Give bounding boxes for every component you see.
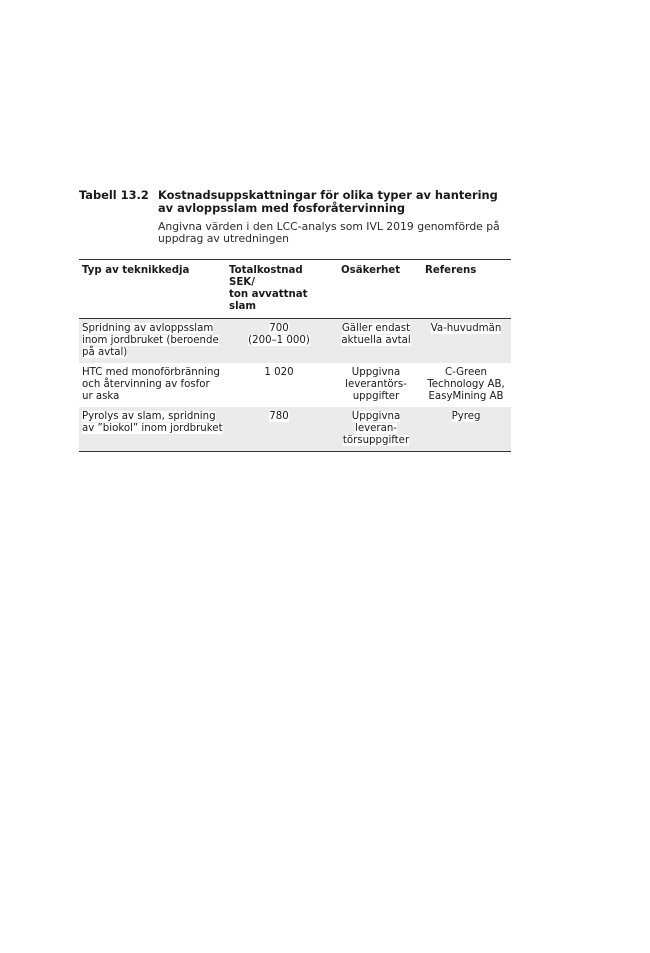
cell-uncertainty: Uppgivna leverantörs- uppgifter (345, 367, 407, 402)
table-caption (79, 189, 511, 245)
cell-type: Spridning av avloppsslam inom jordbruket (beroende på avtal) (82, 323, 219, 358)
cell-type: Pyrolys av slam, spridning av ”biokol” inom jordbruket (82, 411, 223, 434)
table-number: Tabell 13.2 (79, 188, 149, 202)
caption-heading (79, 189, 511, 215)
cell-reference: Va-huvudmän (430, 323, 502, 334)
cell-uncertainty: Uppgivna leveran- törsuppgifter (342, 411, 410, 446)
cell-cost: 1 020 (264, 367, 294, 378)
table-row (79, 363, 511, 407)
table-note: Angivna värden i den LCC-analys som IVL 2019 genomförde på uppdrag av utredningen (158, 220, 500, 245)
table-row (79, 407, 511, 451)
table-title: Kostnadsuppskattningar för olika typer av hantering av avloppsslam med fosforåtervinning (158, 188, 498, 215)
header-uncertainty: Osäkerhet (341, 265, 401, 276)
cell-type: HTC med monoförbränning och återvinning av fosfor ur aska (82, 367, 220, 402)
cell-reference: C-Green Technology AB, EasyMining AB (427, 367, 505, 402)
table-header-row (79, 260, 511, 319)
cell-uncertainty: Gäller endast aktuella avtal (341, 323, 411, 346)
header-reference: Referens (425, 265, 477, 276)
cell-reference: Pyreg (451, 411, 481, 422)
cell-cost: 780 (269, 411, 289, 422)
cost-table (79, 259, 511, 452)
table-row (79, 319, 511, 363)
header-cost: Totalkostnad SEK/ ton avvattnat slam (229, 265, 308, 312)
cell-cost: 700 (200–1 000) (248, 323, 310, 346)
header-type: Typ av teknikkedja (82, 265, 190, 276)
